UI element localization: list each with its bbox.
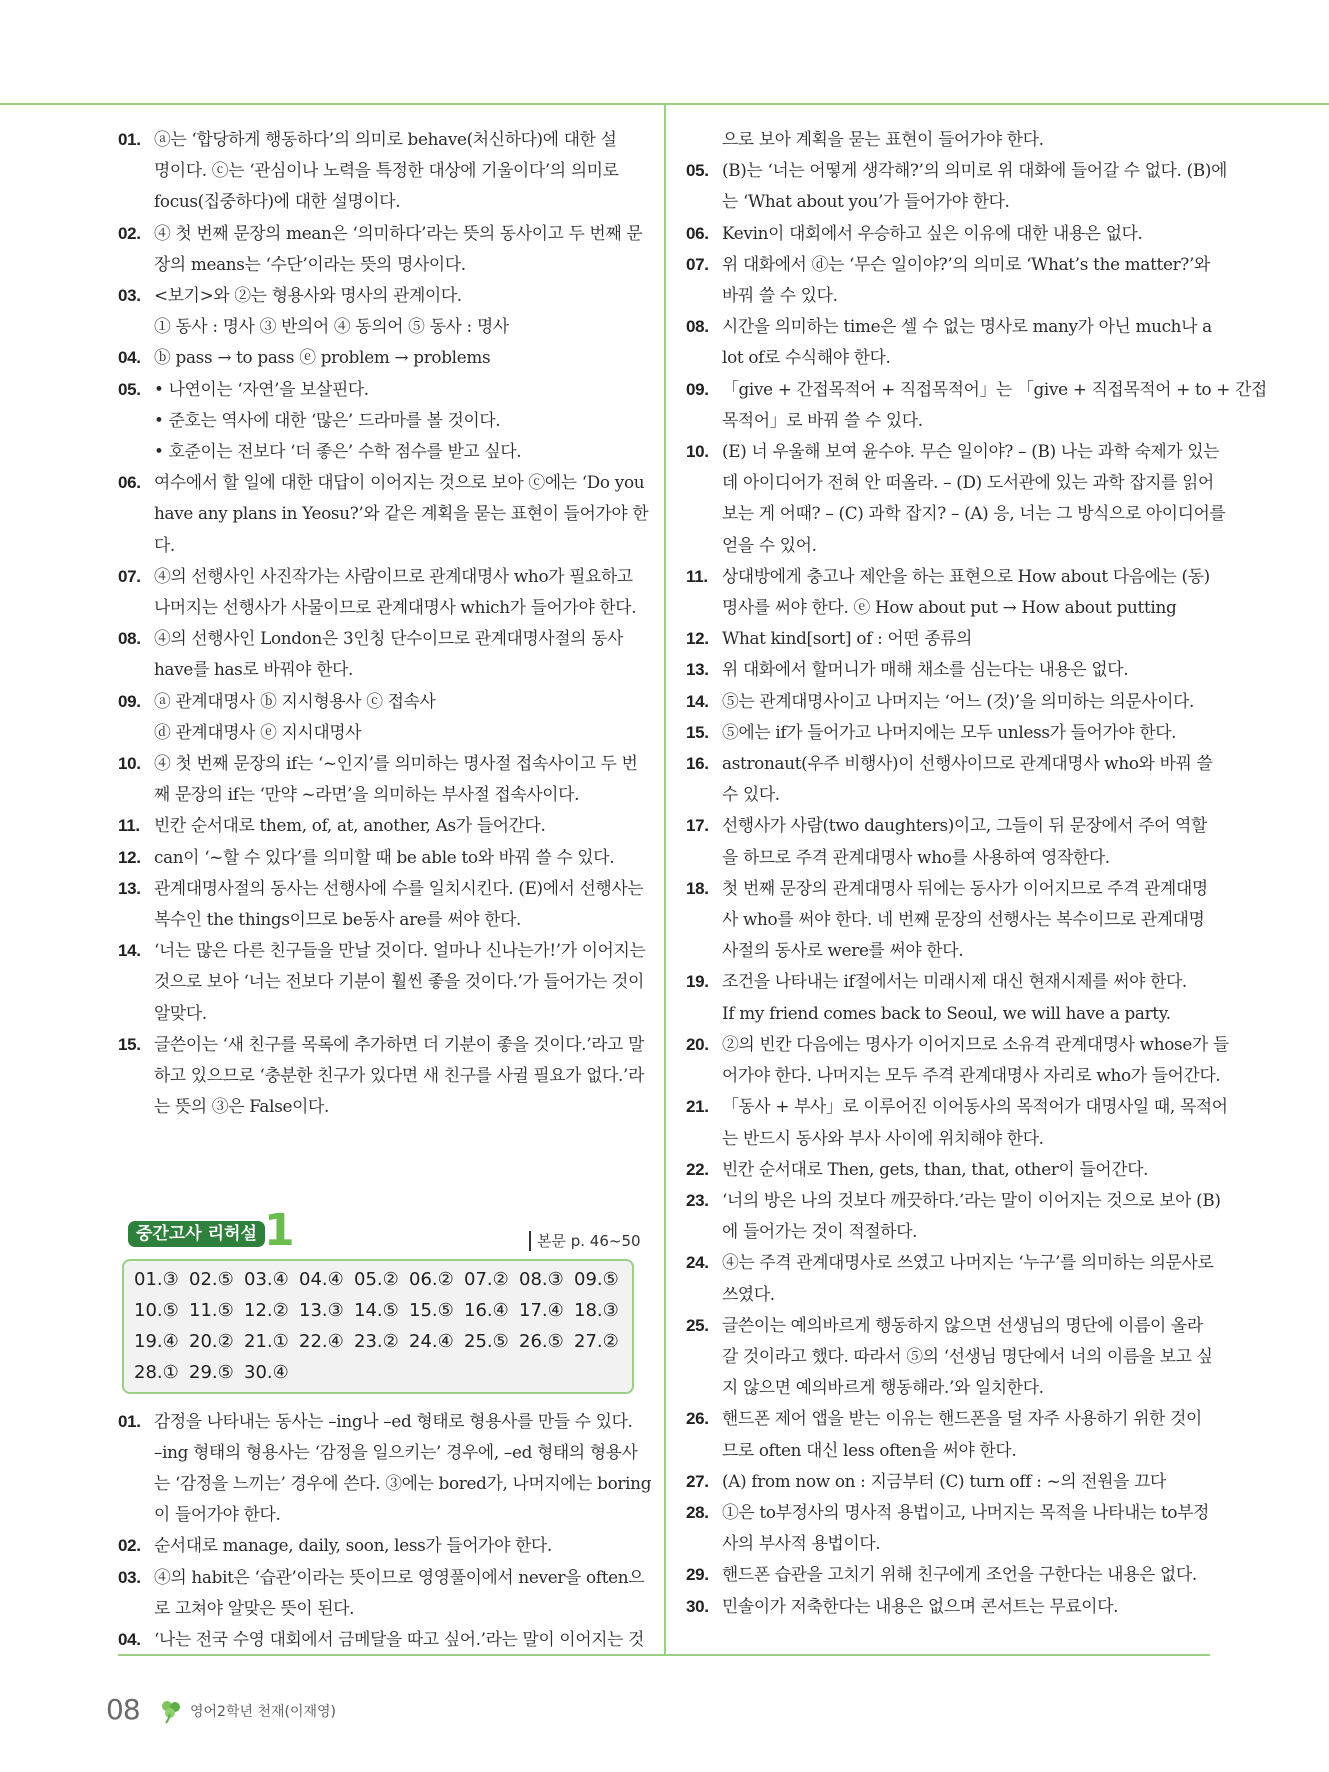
explanation-line: 수 있다. xyxy=(722,784,780,805)
explanation-line: 글쓴이는 예의바르게 행동하지 않으면 선생님의 명단에 이름이 올라 xyxy=(722,1314,1203,1335)
explanation-line: 위 대화에서 할머니가 매해 채소를 심는다는 내용은 없다. xyxy=(722,659,1129,680)
explanation-line: lot of로 수식해야 한다. xyxy=(722,347,891,368)
item-number: 06. xyxy=(686,223,709,243)
explanation-line: 선행사가 사람(two daughters)이고, 그들이 뒤 문장에서 주어 역할 xyxy=(722,815,1208,836)
section-badge-number: 1 xyxy=(264,1204,295,1256)
item-number: 01. xyxy=(118,1411,141,1431)
answer-explanation-item xyxy=(118,124,644,218)
explanation-line: (E) 너 우울해 보여 윤수야. 무슨 일이야? – (B) 나는 과학 숙제가 있는 xyxy=(722,441,1220,462)
answer-explanation-item xyxy=(686,561,1212,623)
answer-key-entry: 28.① xyxy=(134,1361,179,1383)
answer-explanation-item xyxy=(686,1310,1213,1404)
page-reference: 본문 p. 46~50 xyxy=(529,1231,641,1251)
explanation-line: ④의 선행사인 London은 3인칭 단수이므로 관계대명사절의 동사 xyxy=(154,628,624,649)
explanation-line: (A) from now on : 지금부터 (C) turn off : ~의 전원을 끄다 xyxy=(722,1470,1166,1491)
answer-explanation-item xyxy=(686,1591,1212,1622)
column-divider xyxy=(664,103,666,1656)
explanation-line: 므로 often 대신 less often을 써야 한다. xyxy=(722,1439,1017,1460)
answer-explanation-item xyxy=(686,1497,1212,1559)
explanation-line: 로 고쳐야 알맞은 뜻이 된다. xyxy=(154,1597,355,1618)
answer-key-entry: 13.③ xyxy=(299,1299,344,1321)
book-title: 영어2학년 천재(이재영) xyxy=(190,1704,336,1720)
answer-key-entry: 11.⑤ xyxy=(189,1299,234,1321)
answer-key-entry: 10.⑤ xyxy=(134,1299,179,1321)
item-number: 09. xyxy=(118,691,141,711)
explanation-line: can이 ‘~할 수 있다’를 의미할 때 be able to와 바꿔 쓸 수 있다. xyxy=(154,846,615,867)
explanation-line: ④의 habit은 ‘습관’이라는 뜻이므로 영영풀이에서 never을 often으 xyxy=(154,1566,645,1587)
item-number: 20. xyxy=(686,1034,709,1054)
answer-explanation-item xyxy=(686,155,1228,217)
explanation-line: 관계대명사절의 동사는 선행사에 수를 일치시킨다. (E)에서 선행사는 xyxy=(154,877,644,898)
explanation-line: 데 아이디어가 전혀 안 떠올라. – (D) 도서관에 있는 과학 잡지를 읽어 xyxy=(722,472,1214,493)
item-number: 24. xyxy=(686,1253,709,1273)
item-number: 02. xyxy=(118,1536,141,1556)
explanation-line: ②의 빈칸 다음에는 명사가 이어지므로 소유격 관계대명사 whose가 들 xyxy=(722,1033,1229,1054)
item-number: 15. xyxy=(118,1034,141,1054)
explanation-line: 상대방에게 충고나 제안을 하는 표현으로 How about 다음에는 (동) xyxy=(722,565,1210,586)
answer-explanation-item xyxy=(686,218,1212,249)
answer-explanation-item xyxy=(686,686,1212,717)
answer-key-entry: 21.① xyxy=(244,1330,289,1352)
answer-key-entry: 05.② xyxy=(354,1268,399,1290)
explanation-line: ⓐ 관계대명사 ⓑ 지시형용사 ⓒ 접속사 xyxy=(154,690,436,711)
answer-key-entry: 14.⑤ xyxy=(354,1299,399,1321)
answer-explanation-item xyxy=(118,342,644,373)
explanation-line: 것으로 보아 ‘너는 전보다 기분이 훨씬 좋을 것이다.’가 들어가는 것이 xyxy=(154,971,645,992)
answer-explanation-item xyxy=(686,1154,1212,1185)
item-number: 15. xyxy=(686,722,709,742)
answer-explanation-item xyxy=(118,842,644,873)
item-number: 25. xyxy=(686,1315,709,1335)
section-spacer xyxy=(124,1123,644,1219)
explanation-line: 다. xyxy=(154,534,175,555)
answer-key-entry: 07.② xyxy=(464,1268,509,1290)
answer-explanation-item xyxy=(686,1559,1212,1590)
answer-key-entry: 25.⑤ xyxy=(464,1330,509,1352)
answer-explanation-item xyxy=(686,717,1212,748)
answer-box-gap xyxy=(124,1394,644,1406)
explanation-line: ①은 to부정사의 명사적 용법이고, 나머지는 목적을 나타내는 to부정 xyxy=(722,1501,1210,1522)
item-number: 29. xyxy=(686,1565,709,1585)
explanation-line: 하고 있으므로 ‘충분한 친구가 있다면 새 친구를 사귈 필요가 없다.’라 xyxy=(154,1065,645,1086)
answer-explanation-item xyxy=(686,249,1212,311)
explanation-line: ‘너의 방은 나의 것보다 깨끗하다.’라는 말이 이어지는 것으로 보아 (B) xyxy=(722,1189,1221,1210)
explanation-line: • 나연이는 ‘자연’을 보살핀다. xyxy=(154,378,369,399)
answer-explanation-item xyxy=(686,748,1213,810)
item-number: 05. xyxy=(686,161,709,181)
answer-explanation-item xyxy=(118,1029,645,1123)
answer-key-box xyxy=(122,1259,634,1394)
answer-explanation-item xyxy=(118,623,644,685)
explanation-line: 보는 게 어때? – (C) 과학 잡지? – (A) 응, 너는 그 방식으로 아이디어를 xyxy=(722,503,1226,524)
explanation-line: <보기>와 ②는 형용사와 명사의 관계이다. xyxy=(154,285,462,306)
explanation-line: 는 뜻의 ③은 False이다. xyxy=(154,1096,330,1117)
explanation-line: ④의 선행사인 사진작가는 사람이므로 관계대명사 who가 필요하고 xyxy=(154,565,633,586)
answer-explanation-item xyxy=(686,654,1212,685)
explanation-line: ⓐ는 ‘합당하게 행동하다’의 의미로 behave(처신하다)에 대한 설 xyxy=(154,129,617,149)
item-number: 28. xyxy=(686,1502,709,1522)
answer-explanation-item xyxy=(118,374,644,468)
page-number: 08 xyxy=(106,1693,140,1726)
explanation-line: 나머지는 선행사가 사물이므로 관계대명사 which가 들어가야 한다. xyxy=(154,597,637,618)
explanation-line: 위 대화에서 ⓓ는 ‘무슨 일이야?’의 의미로 ‘What’s the matter?’와 xyxy=(722,253,1210,274)
item-number: 04. xyxy=(118,1629,141,1649)
explanation-line: 바꿔 쓸 수 있다. xyxy=(722,285,838,306)
item-number: 12. xyxy=(686,629,709,649)
answer-key-entry: 17.④ xyxy=(519,1299,564,1321)
explanation-line: 빈칸 순서대로 them, of, at, another, As가 들어간다. xyxy=(154,815,546,836)
item-number: 10. xyxy=(686,442,709,462)
explanation-line: ‘너는 많은 다른 친구들을 만날 것이다. 얼마나 신나는가!’가 이어지는 xyxy=(154,940,646,961)
answer-explanation-item xyxy=(686,311,1212,373)
explanation-line: ⓓ 관계대명사 ⓔ 지시대명사 xyxy=(154,721,362,742)
answer-key-entry: 04.④ xyxy=(299,1268,344,1290)
explanation-line: 는 반드시 동사와 부사 사이에 위치해야 한다. xyxy=(722,1127,1044,1148)
explanation-line: • 준호는 역사에 대한 ‘많은’ 드라마를 볼 것이다. xyxy=(154,409,501,430)
explanation-line: (B)는 ‘너는 어떻게 생각해?’의 의미로 위 대화에 들어갈 수 없다. (B)에 xyxy=(722,160,1228,181)
explanation-line: 글쓴이는 ‘새 친구를 목록에 추가하면 더 기분이 좋을 것이다.’라고 말 xyxy=(154,1033,645,1054)
explanation-line: 을 하므로 주격 관계대명사 who를 사용하여 영작한다. xyxy=(722,846,1110,867)
item-number: 27. xyxy=(686,1471,709,1491)
item-number: 14. xyxy=(686,691,709,711)
section-badge: 중간고사 리허설 xyxy=(128,1221,265,1247)
answer-explanation-item xyxy=(118,1562,645,1624)
item-number: 08. xyxy=(118,629,141,649)
answer-explanation-item xyxy=(118,748,644,810)
answer-explanation-item xyxy=(118,1406,652,1531)
answer-explanation-item xyxy=(686,810,1212,872)
explanation-line: 갈 것이라고 했다. 따라서 ⑤의 ‘선생님 명단에서 너의 이름을 보고 싶 xyxy=(722,1345,1213,1366)
explanation-line: 조건을 나타내는 if절에서는 미래시제 대신 현재시제를 써야 한다. xyxy=(722,971,1187,992)
answer-explanation-item xyxy=(118,280,644,342)
explanation-line: 복수인 the things이므로 be동사 are를 써야 한다. xyxy=(154,909,522,930)
item-number: 04. xyxy=(118,348,141,368)
item-number: 17. xyxy=(686,816,709,836)
answer-explanation-item xyxy=(118,561,644,623)
explanation-line: 사절의 동사로 were를 써야 한다. xyxy=(722,940,964,961)
explanation-line: ① 동사 : 명사 ③ 반의어 ④ 동의어 ⑤ 동사 : 명사 xyxy=(154,316,509,337)
explanation-line: 는 ‘What about you’가 들어가야 한다. xyxy=(722,191,1010,212)
answer-key-entry: 26.⑤ xyxy=(519,1330,564,1352)
explanation-line: 빈칸 순서대로 Then, gets, than, that, other이 들어간다. xyxy=(722,1158,1149,1179)
explanation-line: 순서대로 manage, daily, soon, less가 들어가야 한다. xyxy=(154,1535,552,1556)
answer-explanation-item xyxy=(686,1247,1214,1309)
explanation-line: 핸드폰 습관을 고치기 위해 친구에게 조언을 구한다는 내용은 없다. xyxy=(722,1564,1197,1585)
item-number: 08. xyxy=(686,317,709,337)
answer-explanation-item xyxy=(686,1029,1229,1091)
right-column xyxy=(686,124,1267,1622)
answer-explanation-item xyxy=(118,810,644,841)
explanation-line: ④ 첫 번째 문장의 mean은 ‘의미하다’라는 뜻의 동사이고 두 번째 문 xyxy=(154,222,643,243)
answer-key-entry: 08.③ xyxy=(519,1268,564,1290)
answer-explanation-item xyxy=(686,966,1212,1028)
answer-explanation-item xyxy=(118,686,644,748)
explanation-line: 지 않으면 예의바르게 행동해라.’와 일치한다. xyxy=(722,1377,1044,1398)
explanation-line: 목적어」로 바꿔 쓸 수 있다. xyxy=(722,409,923,430)
answer-explanation-item xyxy=(686,873,1212,967)
explanation-line: 시간을 의미하는 time은 셀 수 없는 명사로 many가 아닌 much나 a xyxy=(722,316,1212,337)
answer-key-entry: 02.⑤ xyxy=(189,1268,234,1290)
item-number: 02. xyxy=(118,223,141,243)
explanation-line: 명이다. ⓒ는 ‘관심이나 노력을 특정한 대상에 기울이다’의 의미로 xyxy=(154,160,619,181)
item-number: 23. xyxy=(686,1190,709,1210)
explanation-line: 「give + 간접목적어 + 직접목적어」는 「give + 직접목적어 + to + 간접 xyxy=(722,378,1267,399)
item-number: 09. xyxy=(686,379,709,399)
explanation-line: If my friend comes back to Seoul, we will have a party. xyxy=(722,1002,1171,1023)
item-number: 07. xyxy=(118,566,141,586)
answer-explanation-item xyxy=(686,1091,1228,1153)
explanation-line: 이 들어가야 한다. xyxy=(154,1504,281,1525)
answer-explanation-item xyxy=(118,1624,645,1655)
answer-key-entry: 27.② xyxy=(574,1330,619,1352)
answer-key-entry: 22.④ xyxy=(299,1330,344,1352)
answer-key-entry: 01.③ xyxy=(134,1268,179,1290)
answer-explanation-item xyxy=(686,436,1226,561)
section-header xyxy=(124,1204,644,1259)
explanation-line: 여수에서 할 일에 대한 대답이 이어지는 것으로 보아 ⓒ에는 ‘Do you xyxy=(154,472,645,493)
explanation-line: focus(집중하다)에 대한 설명이다. xyxy=(154,191,401,212)
answer-explanation-item xyxy=(686,1403,1212,1465)
explanation-line: ④ 첫 번째 문장의 if는 ‘~인지’를 의미하는 명사절 접속사이고 두 번 xyxy=(154,753,638,774)
explanation-line: ⓑ pass → to pass ⓔ problem → problems xyxy=(154,347,491,368)
explanation-line: 「동사 + 부사」로 이루어진 이어동사의 목적어가 대명사일 때, 목적어 xyxy=(722,1096,1228,1117)
answer-key-entry: 03.④ xyxy=(244,1268,289,1290)
answer-key-entry: 06.② xyxy=(409,1268,454,1290)
answer-explanation-item xyxy=(118,218,644,280)
explanation-line: 핸드폰 제어 앱을 받는 이유는 핸드폰을 덜 자주 사용하기 위한 것이 xyxy=(722,1408,1202,1429)
explanation-line: 째 문장의 if는 ‘만약 ~라면’을 의미하는 부사절 접속사이다. xyxy=(154,784,580,805)
left-column xyxy=(118,124,652,1655)
answer-explanation-item xyxy=(118,873,644,935)
explanation-line: 어가야 한다. 나머지는 모두 주격 관계대명사 자리로 who가 들어간다. xyxy=(722,1065,1221,1086)
answer-key-entry: 16.④ xyxy=(464,1299,509,1321)
answer-key-entry: 29.⑤ xyxy=(189,1361,234,1383)
explanation-line: 는 ‘감정을 느끼는’ 경우에 쓴다. ③에는 bored가, 나머지에는 boring xyxy=(154,1472,652,1493)
answer-explanation-item xyxy=(686,623,1212,654)
item-number: 05. xyxy=(118,379,141,399)
item-number: 19. xyxy=(686,972,709,992)
explanation-line: 으로 보아 계획을 묻는 표현이 들어가야 한다. xyxy=(722,129,1044,149)
explanation-line: 명사를 써야 한다. ⓔ How about put → How about putting xyxy=(722,597,1177,618)
explanation-line: 장의 means는 ‘수단’이라는 뜻의 명사이다. xyxy=(154,253,466,274)
item-number: 10. xyxy=(118,754,141,774)
item-number: 11. xyxy=(118,816,140,836)
explanation-line: Kevin이 대회에서 우승하고 싶은 이유에 대한 내용은 없다. xyxy=(722,222,1143,243)
item-number: 11. xyxy=(686,566,708,586)
explanation-line: 사의 부사적 용법이다. xyxy=(722,1533,881,1554)
explanation-line: 민솔이가 저축한다는 내용은 없으며 콘서트는 무료이다. xyxy=(722,1595,1119,1616)
item-number: 14. xyxy=(118,941,141,961)
item-number: 30. xyxy=(686,1596,709,1616)
answer-key-entry: 19.④ xyxy=(134,1330,179,1352)
item-number: 03. xyxy=(118,1567,141,1587)
explanation-line: –ing 형태의 형용사는 ‘감정을 일으키는’ 경우에, –ed 형태의 형용사 xyxy=(154,1441,638,1462)
item-number: 12. xyxy=(118,847,141,867)
explanation-line: ⑤에는 if가 들어가고 나머지에는 모두 unless가 들어가야 한다. xyxy=(722,721,1177,742)
explanation-line: What kind[sort] of : 어떤 종류의 xyxy=(722,628,973,649)
answer-key-grid xyxy=(134,1264,622,1388)
answer-key-entry: 30.④ xyxy=(244,1361,289,1383)
answer-explanation-item xyxy=(118,1530,644,1561)
explanation-line: have를 has로 바꿔야 한다. xyxy=(154,659,354,680)
explanation-line: have any plans in Yeosu?’와 같은 계획을 묻는 표현이 들어가야 한 xyxy=(154,503,649,524)
answer-key-entry: 15.⑤ xyxy=(409,1299,454,1321)
answer-explanation-item xyxy=(686,1466,1212,1497)
explanation-line: astronaut(우주 비행사)이 선행사이므로 관계대명사 who와 바꿔 쓸 xyxy=(722,753,1213,774)
item-number: 16. xyxy=(686,754,709,774)
answer-explanation-item xyxy=(686,374,1267,436)
item-number: 26. xyxy=(686,1409,709,1429)
explanation-line: 감정을 나타내는 동사는 –ing나 –ed 형태로 형용사를 만들 수 있다. xyxy=(154,1410,633,1431)
answer-explanation-item xyxy=(118,467,649,561)
item-number: 03. xyxy=(118,286,141,306)
item-number: 18. xyxy=(686,878,709,898)
item-number: 21. xyxy=(686,1097,709,1117)
item-number: 06. xyxy=(118,473,141,493)
explanation-line: ④는 주격 관계대명사로 쓰였고 나머지는 ‘누구’를 의미하는 의문사로 xyxy=(722,1252,1214,1273)
answer-key-entry: 20.② xyxy=(189,1330,234,1352)
explanation-line: ⑤는 관계대명사이고 나머지는 ‘어느 (것)’을 의미하는 의문사이다. xyxy=(722,690,1195,711)
answer-key-entry: 24.④ xyxy=(409,1330,454,1352)
explanation-line: 쓰였다. xyxy=(722,1283,775,1304)
explanation-line: • 호준이는 전보다 ‘더 좋은’ 수학 점수를 받고 싶다. xyxy=(154,441,522,462)
explanation-line: 사 who를 써야 한다. 네 번째 문장의 선행사는 복수이므로 관계대명 xyxy=(722,909,1205,930)
clover-leaf-icon xyxy=(158,1698,184,1724)
explanation-line: 얻을 수 있어. xyxy=(722,534,817,555)
item-number: 22. xyxy=(686,1159,709,1179)
explanation-line: ‘나는 전국 수영 대회에서 금메달을 따고 싶어.’라는 말이 이어지는 것 xyxy=(154,1628,645,1649)
item-number: 01. xyxy=(118,130,141,149)
answer-explanation-item xyxy=(692,124,1212,155)
explanation-line: 알맞다. xyxy=(154,1002,207,1023)
item-number: 07. xyxy=(686,254,709,274)
answer-key-entry: 12.② xyxy=(244,1299,289,1321)
answer-explanation-item xyxy=(118,935,646,1029)
answer-key-entry: 23.② xyxy=(354,1330,399,1352)
item-number: 13. xyxy=(686,660,709,680)
explanation-line: 에 들어가는 것이 적절하다. xyxy=(722,1221,918,1242)
item-number: 13. xyxy=(118,878,141,898)
explanation-line: 첫 번째 문장의 관계대명사 뒤에는 동사가 이어지므로 주격 관계대명 xyxy=(722,877,1208,898)
answer-explanation-item xyxy=(686,1185,1221,1247)
answer-key-entry: 09.⑤ xyxy=(574,1268,619,1290)
answer-key-entry: 18.③ xyxy=(574,1299,619,1321)
